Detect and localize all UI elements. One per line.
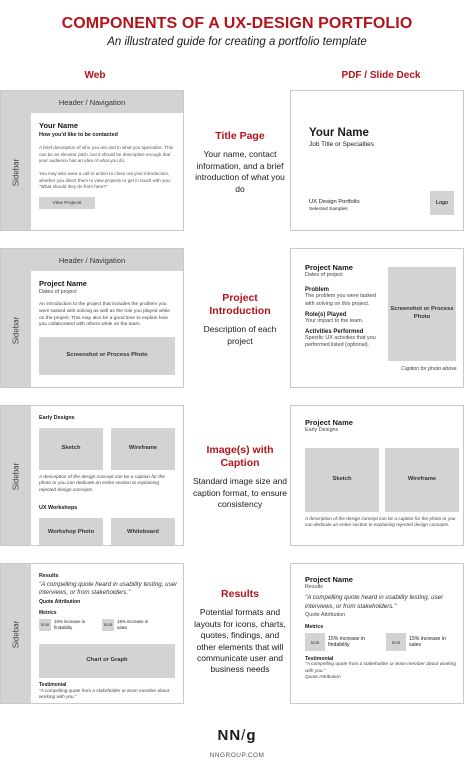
metric-findability-text: 15% increase in findability (54, 619, 86, 630)
web-results-content (39, 573, 179, 631)
metric-icon: Icon (305, 633, 325, 651)
pdf-sketch-placeholder: Sketch (305, 448, 379, 512)
title-page-heading: Title Page (215, 130, 265, 142)
pdf-images-title (305, 418, 353, 434)
pdf-project-dates: Dates of project (305, 272, 343, 278)
pdf-testimonial-quote: "A compelling quote from a stakeholder or team member about working with you." (305, 662, 457, 674)
design-caption: A description of the design concept can be a caption for the photo or you can dedicate an entire section to explaining rejected design concepts. (39, 475, 165, 493)
images-heading: Image(s) with Caption (206, 444, 274, 470)
metric-icon: Icon (386, 633, 406, 651)
results-label (192, 588, 288, 676)
metric-sales (102, 619, 151, 631)
view-projects-button[interactable]: View Projects (39, 197, 95, 209)
your-name: Your Name (39, 121, 79, 130)
problem-text: The problem you were tasked with solving on this project. (305, 293, 377, 307)
project-name: Project Name (39, 279, 87, 288)
whiteboard-placeholder: Whiteboard (111, 518, 175, 546)
footer-url[interactable]: NNGROUP.COM (209, 752, 265, 759)
pdf-your-name: Your Name (309, 127, 369, 139)
testimonial-heading: Testimonial (39, 682, 67, 688)
pdf-results-quote: "A compelling quote heard in usability testing, user interviews, or from stakeholders." (305, 594, 444, 610)
problem-heading: Problem (305, 287, 330, 294)
activities-heading: Activities Performed (305, 329, 364, 336)
metric-icon: Icon (39, 619, 51, 631)
chart-placeholder: Chart or Graph (39, 644, 175, 678)
pdf-testimonial-heading: Testimonial (305, 656, 334, 663)
ux-workshops-heading: UX Workshops (39, 505, 78, 511)
web-images-panel (0, 405, 184, 546)
metric-findability (39, 619, 92, 631)
testimonial-quote: "A compelling quote from a stakeholder or team member about working with you." (39, 688, 170, 700)
testimonial-block (39, 682, 179, 701)
pdf-screenshot-placeholder: Screenshot or Process Photo (388, 267, 456, 361)
column-heading-pdf: PDF / Slide Deck (341, 70, 421, 81)
pdf-project-name: Project Name (305, 263, 353, 272)
pdf-project-name: Project Name (305, 418, 353, 427)
project-intro-description: Description of each project (203, 324, 277, 346)
pdf-portfolio-title: UX Design Portfolio (309, 199, 360, 205)
workshop-photo-placeholder: Workshop Photo (39, 518, 103, 546)
web-project-intro-panel (0, 248, 184, 388)
title-page-description: Your name, contact information, and a brief introduction of what you do (195, 149, 285, 194)
web-results-panel (0, 563, 184, 704)
header-navigation-bar: Header / Navigation (1, 249, 183, 271)
intro-description: A brief description of who you are and in what you specialize. This can be an elevator pitch, but it should be descriptive enough that your audience has an idea of what you do. (39, 145, 173, 164)
pdf-selected-samples: Selected Samples (309, 207, 348, 212)
wireframe-placeholder: Wireframe (111, 428, 175, 470)
metric-sales-text: 15% increase in sales (117, 619, 149, 630)
pdf-results-heading: Results (305, 584, 323, 590)
sketch-placeholder: Sketch (39, 428, 103, 470)
web-title-page-panel (0, 90, 184, 231)
sidebar: Sidebar (1, 564, 31, 704)
images-description: Standard image size and caption format, to ensure consistency (192, 476, 288, 510)
pdf-title-page-panel (290, 90, 464, 231)
pdf-project-intro-panel (290, 248, 464, 388)
sidebar: Sidebar (1, 271, 31, 388)
pdf-results-panel (290, 563, 464, 704)
pdf-design-caption: A description of the design concept can be a caption for the photo or you can dedicate an entire section to explaining rejected design concepts. (305, 516, 456, 528)
pdf-metric-sales-text: 15% increase in sales (409, 635, 446, 649)
pdf-metrics-heading: Metrics (305, 624, 324, 631)
metrics-heading: Metrics (39, 609, 57, 616)
screenshot-placeholder: Screenshot or Process Photo (39, 337, 175, 375)
page-subtitle: An illustrated guide for creating a portfolio template (107, 36, 367, 48)
sidebar: Sidebar (1, 113, 31, 231)
pdf-metrics-row (305, 633, 457, 651)
results-section-heading: Results (221, 588, 259, 600)
roles-heading: Role(s) Played (305, 311, 347, 318)
nng-logo: NN/g (217, 727, 257, 744)
contact-line: How you'd like to be contacted (39, 132, 118, 138)
images-label (192, 444, 288, 511)
project-dates: Dates of project (39, 289, 77, 295)
pdf-results-content (305, 575, 457, 682)
call-to-action-text: You may also want a call to action to close out your introduction, whether you direct them to view projects or get in touch with you; "What should they do from here?" (39, 170, 171, 190)
project-intro-label (192, 292, 288, 347)
results-quote: "A compelling quote heard in usability testing, user interviews, or from stakeholders." (39, 581, 178, 597)
page-title: COMPONENTS OF A UX-DESIGN PORTFOLIO (61, 15, 413, 32)
pdf-metric-findability-text: 15% increase in findability (328, 635, 365, 649)
pdf-quote-attribution: Quote Attribution (305, 612, 346, 619)
pdf-portfolio-block (309, 199, 360, 212)
pdf-images-panel (290, 405, 464, 546)
sidebar: Sidebar (1, 406, 31, 546)
pdf-wireframe-placeholder: Wireframe (385, 448, 459, 512)
project-intro-heading: Project Introduction (209, 292, 271, 318)
activities-text: Specific UX activities that you performed listed (optional). (305, 335, 376, 349)
pdf-metric-sales (386, 633, 453, 651)
metric-icon: Icon (102, 619, 114, 631)
early-designs-heading: Early Designs (39, 415, 75, 421)
results-heading: Results (39, 573, 59, 579)
pdf-metric-findability (305, 633, 378, 651)
roles-text: Your impact to the team. (305, 317, 364, 324)
quote-attribution: Quote Attribution (39, 598, 81, 605)
photo-caption: Caption for photo above. (401, 366, 458, 372)
pdf-testimonial-attribution: Quote Attribution (305, 675, 341, 681)
pdf-name-block (309, 127, 374, 148)
project-introduction: An introduction to the project that includes the problem you were tasked with solving as well as the role you played while on the project. This may also be a good time to explain how you collaborated with others while on the team. (39, 302, 171, 328)
pdf-project-details (305, 263, 383, 350)
pdf-early-designs: Early Designs (305, 427, 339, 433)
header-navigation-bar: Header / Navigation (1, 91, 183, 113)
column-heading-web: Web (84, 70, 106, 81)
pdf-job-title: Job Title or Specialties (309, 141, 375, 148)
logo-placeholder: Logo (430, 191, 454, 215)
pdf-project-name: Project Name (305, 575, 353, 584)
results-section-description: Potential formats and layouts for icons, charts, quotes, findings, and other elements that will communicate user and business needs (194, 607, 286, 675)
title-page-label (192, 130, 288, 195)
metrics-row (39, 619, 179, 631)
